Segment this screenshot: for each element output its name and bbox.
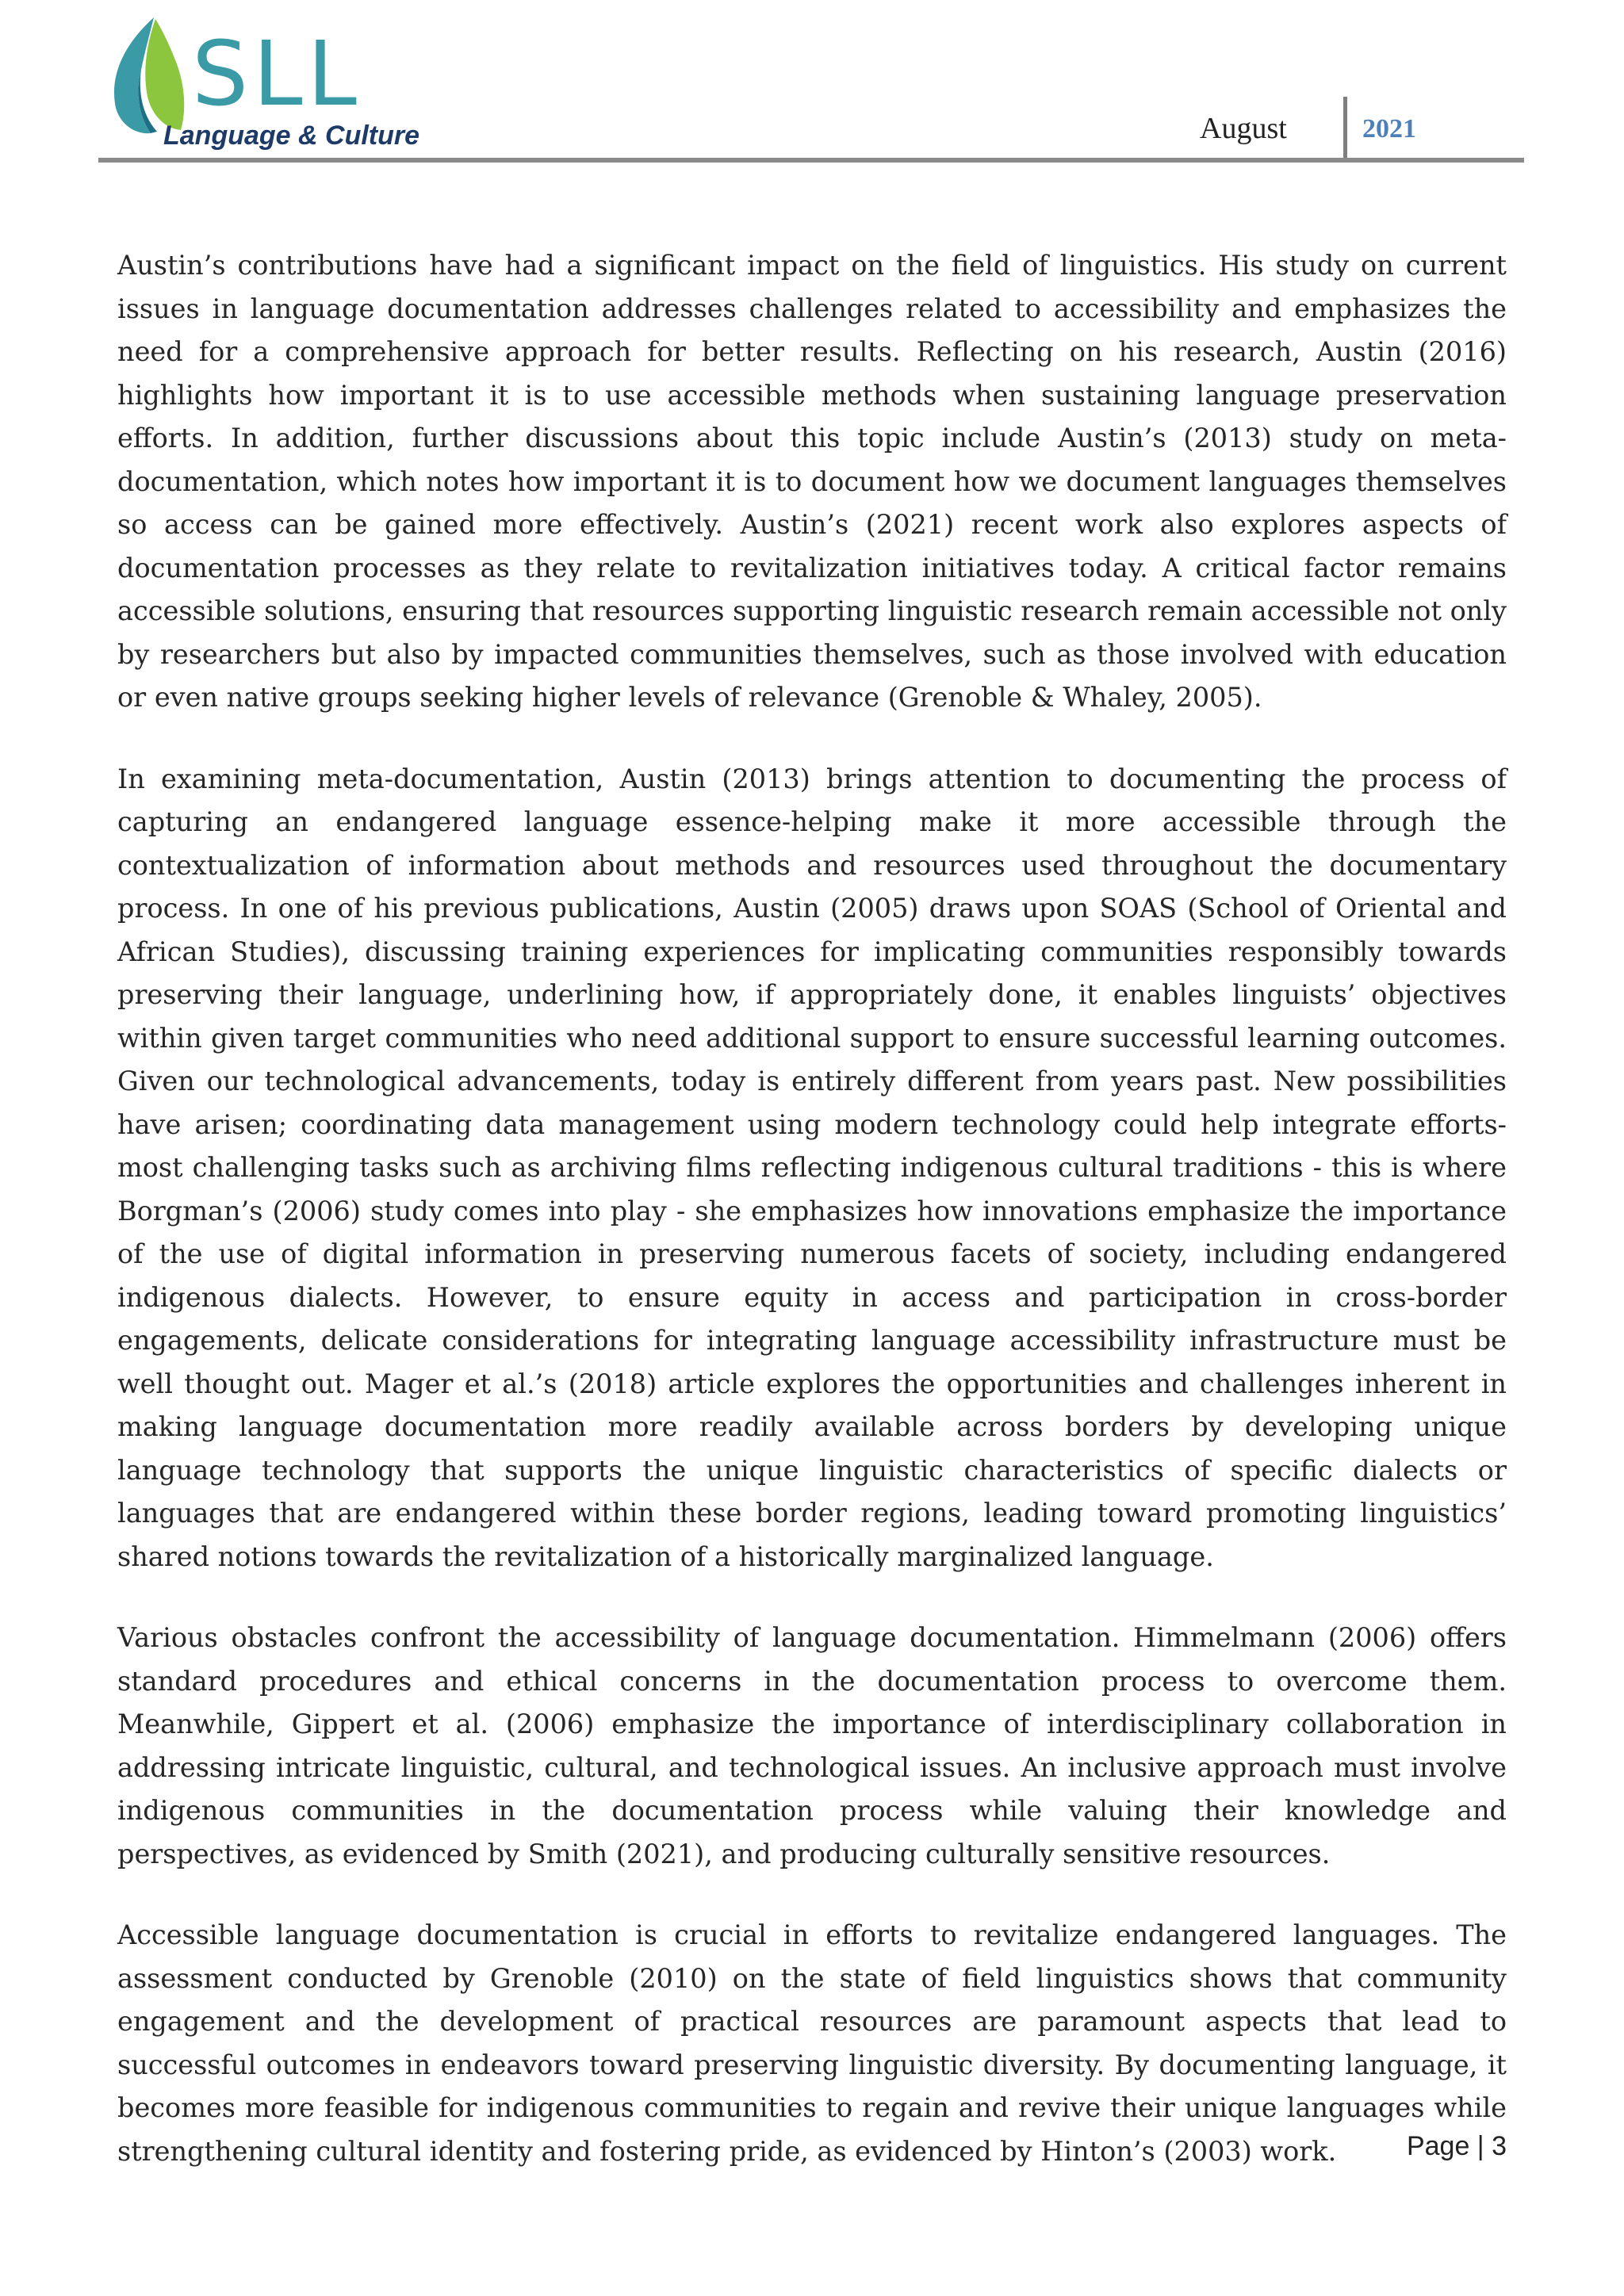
paragraph: Accessible language documentation is crucial in efforts to revitalize endangered languages. The assessment conducted by Grenoble (2010) on the state of field linguistics shows that community engagement and the development of practical resources are paramount aspects that lead to successful outcomes in endeavors toward preserving linguistic diversity. By documenting language, it becomes more feasible for indigenous communities to regain and revive their unique languages while strengthening cultural identity and fostering pride, as evidenced by Hinton’s (2003) work.: [117, 1919, 1507, 2167]
page-number: Page | 3: [1406, 2131, 1507, 2161]
logo-wordmark: SLL: [192, 23, 362, 126]
header-year: 2021: [1362, 114, 1416, 144]
page-header: [0, 0, 1624, 166]
header-divider: [1343, 97, 1347, 159]
article-body: [117, 244, 1507, 2211]
paragraph: Austin’s contributions have had a significant impact on the field of linguistics. His study on current issues in language documentation addresses challenges related to accessibility and emphasizes the need for a comprehensive approach for better results. Reflecting on his research, Austin (2016) highlights how important it is to use accessible methods when sustaining language preservation efforts. In addition, further discussions about this topic include Austin’s (2013) study on meta-documentation, which notes how important it is to document how we document languages themselves so access can be gained more effectively. Austin’s (2021) recent work also explores aspects of documentation processes as they relate to revitalization initiatives today. A critical factor remains accessible solutions, ensuring that resources supporting linguistic research remain accessible not only by researchers but also by impacted communities themselves, such as those involved with education or even native groups seeking higher levels of relevance (Grenoble & Whaley, 2005).: [117, 250, 1507, 713]
logo-subtitle: Language & Culture: [163, 121, 420, 151]
paragraph: Various obstacles confront the accessibility of language documentation. Himmelmann (2006) offers standard procedures and ethical concerns in the documentation process to overcome them. Meanwhile, Gippert et al. (2006) emphasize the importance of interdisciplinary collaboration in addressing intricate linguistic, cultural, and technological issues. An inclusive approach must involve indigenous communities in the documentation process while valuing their knowledge and perspectives, as evidenced by Smith (2021), and producing culturally sensitive resources.: [117, 1622, 1507, 1869]
sll-logo: [98, 14, 420, 157]
paragraph: In examining meta-documentation, Austin (2013) brings attention to documenting the process of capturing an endangered language essence-helping make it more accessible through the contextualization of information about methods and resources used throughout the documentary process. In one of his previous publications, Austin (2005) draws upon SOAS (School of Oriental and African Studies), discussing training experiences for implicating communities responsibly towards preserving their language, underlining how, if appropriately done, it enables linguists’ objectives within given target communities who need additional support to ensure successful learning outcomes. Given our technological advancements, today is entirely different from years past. New possibilities have arisen; coordinating data management using modern technology could help integrate efforts-most challenging tasks such as archiving films reflecting indigenous cultural traditions - this is where Borgman’s (2006) study comes into play - she emphasizes how innovations emphasize the importance of the use of digital information in preserving numerous facets of society, including endangered indigenous dialects. However, to ensure equity in access and participation in cross-border engagements, delicate considerations for integrating language accessibility infrastructure must be well thought out. Mager et al.’s (2018) article explores the opportunities and challenges inherent in making language documentation more readily available across borders by developing unique language technology that supports the unique linguistic characteristics of specific dialects or languages that are endangered within these border regions, leading toward promoting linguistics’ shared notions towards the revitalization of a historically marginalized language.: [117, 763, 1507, 1572]
header-month: August: [1200, 112, 1287, 145]
header-rule: [98, 158, 1524, 163]
